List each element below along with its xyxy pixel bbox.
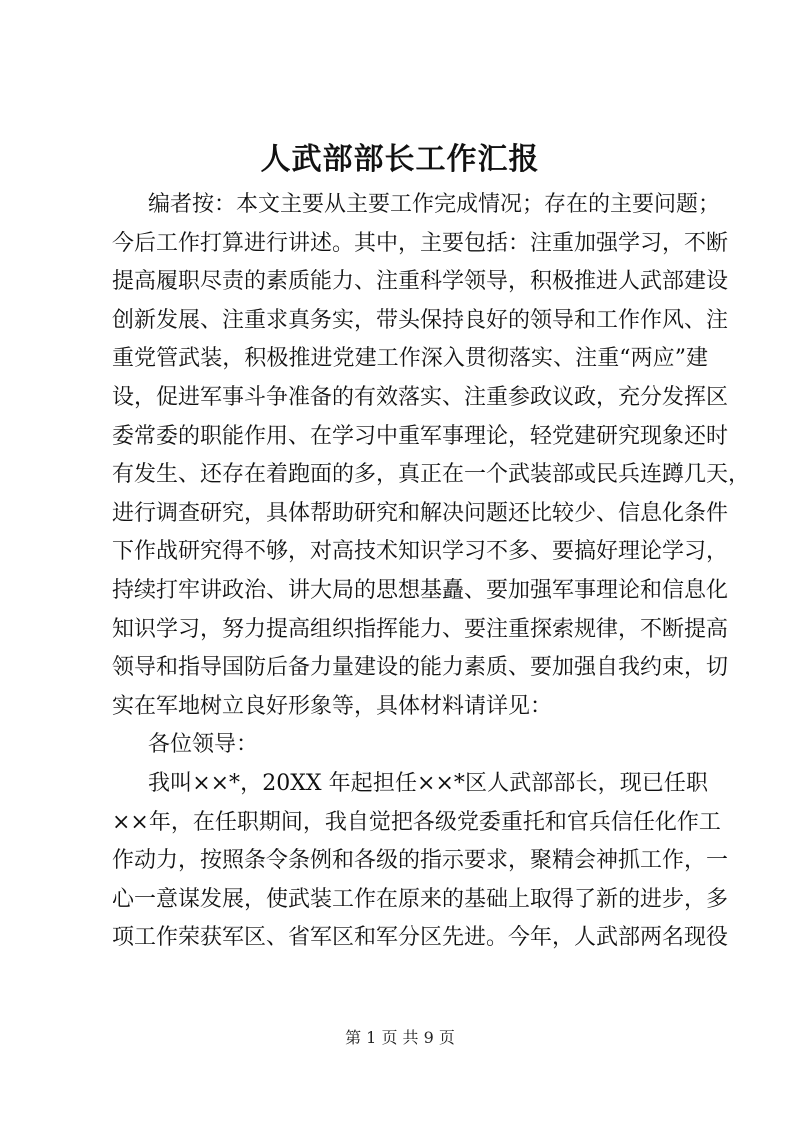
body-line: 委常委的职能作用、在学习中重军事理论，轻党建研究现象还时 [112,423,729,449]
body-line: 作动力，按照条令条例和各级的指示要求，聚精会神抓工作，一 [112,848,729,874]
body-line: 今后工作打算进行讲述。其中，主要包括：注重加强学习，不断 [112,230,729,256]
document-title: 人武部部长工作汇报 [260,142,540,177]
body-line: 有发生、还存在着跑面的多，真正在一个武装部或民兵连蹲几天， [112,462,751,488]
body-line: 领导和指导国防后备力量建设的能力素质、要加强自我约束，切 [112,655,729,681]
document-body [112,186,751,958]
page-footer: 第 1 页 共 9 页 [345,1028,455,1047]
body-line: 我叫××*，20XX 年起担任××*区人武部部长，现已任职 [148,770,708,796]
body-line: 提高履职尽责的素质能力、注重科学领导，积极推进人武部建设 [112,269,729,295]
body-line: 持续打牢讲政治、讲大局的思想基矗、要加强军事理论和信息化 [112,577,729,603]
body-line: 知识学习，努力提高组织指挥能力、要注重探索规律，不断提高 [112,616,729,642]
body-line: 进行调查研究，具体帮助研究和解决问题还比较少、信息化条件 [112,500,729,526]
body-line: 实在军地树立良好形象等，具体材料请详见： [112,693,553,719]
body-line: 下作战研究得不够，对高技术知识学习不多、要搞好理论学习， [112,539,729,565]
body-line: 重党管武装，积极推进党建工作深入贯彻落实、注重“两应”建 [112,346,708,372]
body-line: 设，促进军事斗争准备的有效落实、注重参政议政，充分发挥区 [112,384,729,410]
salutation: 各位领导： [148,732,259,758]
body-line: 心一意谋发展，使武装工作在原来的基础上取得了新的进步，多 [112,886,729,912]
body-line: 创新发展、注重求真务实，带头保持良好的领导和工作作风、注 [112,307,729,333]
body-line: ××年，在任职期间，我自觉把各级党委重托和官兵信任化作工 [112,809,721,835]
body-line: 项工作荣获军区、省军区和军分区先进。今年，人武部两名现役 [112,925,729,951]
body-line: 编者按：本文主要从主要工作完成情况；存在的主要问题； [148,192,721,217]
